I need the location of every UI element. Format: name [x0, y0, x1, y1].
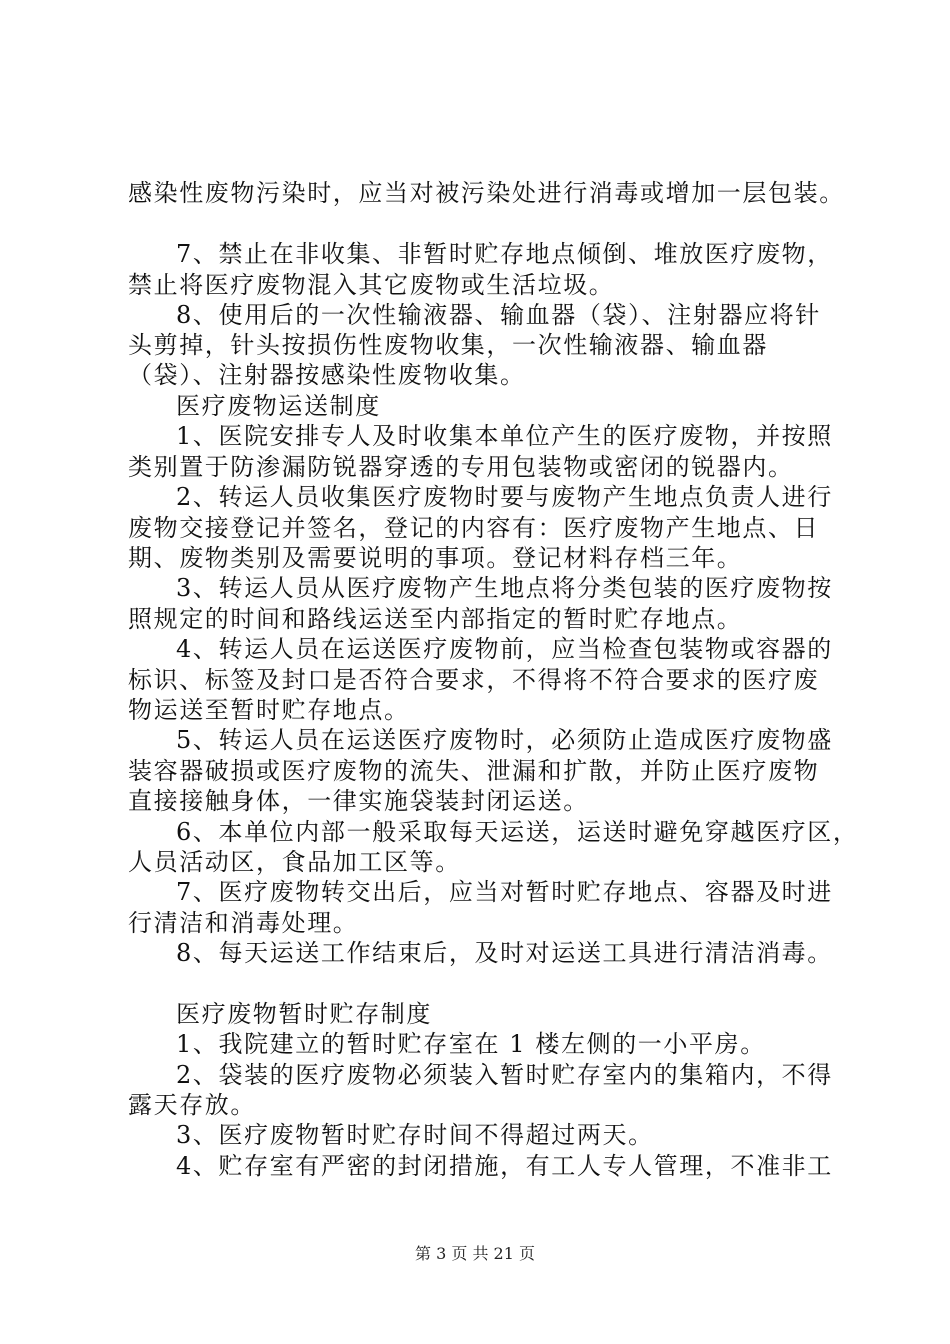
- text-line: 4、贮存室有严密的封闭措施，有工人专人管理，不准非工: [176, 1152, 833, 1180]
- text-line: 露天存放。: [128, 1091, 256, 1119]
- text-line: 装容器破损或医疗废物的流失、泄漏和扩散，并防止医疗废物: [128, 757, 820, 785]
- text-line: 人员活动区，食品加工区等。: [128, 848, 461, 876]
- text-line: 1、医院安排专人及时收集本单位产生的医疗废物，并按照: [176, 422, 833, 450]
- section-heading: 医疗废物暂时贮存制度: [176, 1000, 432, 1028]
- text-line: 8、使用后的一次性输液器、输血器（袋）、注射器应将针: [176, 301, 821, 329]
- text-line: 2、转运人员收集医疗废物时要与废物产生地点负责人进行: [176, 483, 833, 511]
- text-line: 直接接触身体，一律实施袋装封闭运送。: [128, 787, 589, 815]
- text-line: 2、袋装的医疗废物必须装入暂时贮存室内的集箱内，不得: [176, 1061, 833, 1089]
- page-number-footer: 第 3 页 共 21 页: [415, 1244, 535, 1263]
- text-line: 头剪掉，针头按损伤性废物收集，一次性输液器、输血器: [128, 331, 768, 359]
- text-line: 期、废物类别及需要说明的事项。登记材料存档三年。: [128, 544, 743, 572]
- text-line: 感染性废物污染时，应当对被污染处进行消毒或增加一层包装。: [128, 179, 845, 207]
- text-line: 5、转运人员在运送医疗废物时，必须防止造成医疗废物盛: [176, 726, 833, 754]
- text-line: 照规定的时间和路线运送至内部指定的暂时贮存地点。: [128, 605, 743, 633]
- text-line: 禁止将医疗废物混入其它废物或生活垃圾。: [128, 271, 615, 299]
- text-line: 7、医疗废物转交出后，应当对暂时贮存地点、容器及时进: [176, 878, 833, 906]
- text-line: （袋）、注射器按感染性废物收集。: [128, 361, 526, 389]
- text-line: 类别置于防渗漏防锐器穿透的专用包装物或密闭的锐器内。: [128, 453, 794, 481]
- text-line: 行清洁和消毒处理。: [128, 909, 359, 937]
- text-line: 物运送至暂时贮存地点。: [128, 696, 410, 724]
- text-line: 3、医疗废物暂时贮存时间不得超过两天。: [176, 1121, 654, 1149]
- text-line: 废物交接登记并签名，登记的内容有：医疗废物产生地点、日: [128, 514, 820, 542]
- text-line: 3、转运人员从医疗废物产生地点将分类包装的医疗废物按: [176, 574, 833, 602]
- text-line: 8、每天运送工作结束后，及时对运送工具进行清洁消毒。: [176, 939, 833, 967]
- text-line: 4、转运人员在运送医疗废物前，应当检查包装物或容器的: [176, 635, 833, 663]
- text-line: 1、我院建立的暂时贮存室在 1 楼左侧的一小平房。: [176, 1030, 766, 1058]
- text-line: 标识、标签及封口是否符合要求，不得将不符合要求的医疗废: [128, 666, 820, 694]
- text-line: 7、禁止在非收集、非暂时贮存地点倾倒、堆放医疗废物，: [176, 240, 833, 268]
- text-line: 6、本单位内部一般采取每天运送，运送时避免穿越医疗区，: [176, 818, 859, 846]
- section-heading: 医疗废物运送制度: [176, 392, 381, 420]
